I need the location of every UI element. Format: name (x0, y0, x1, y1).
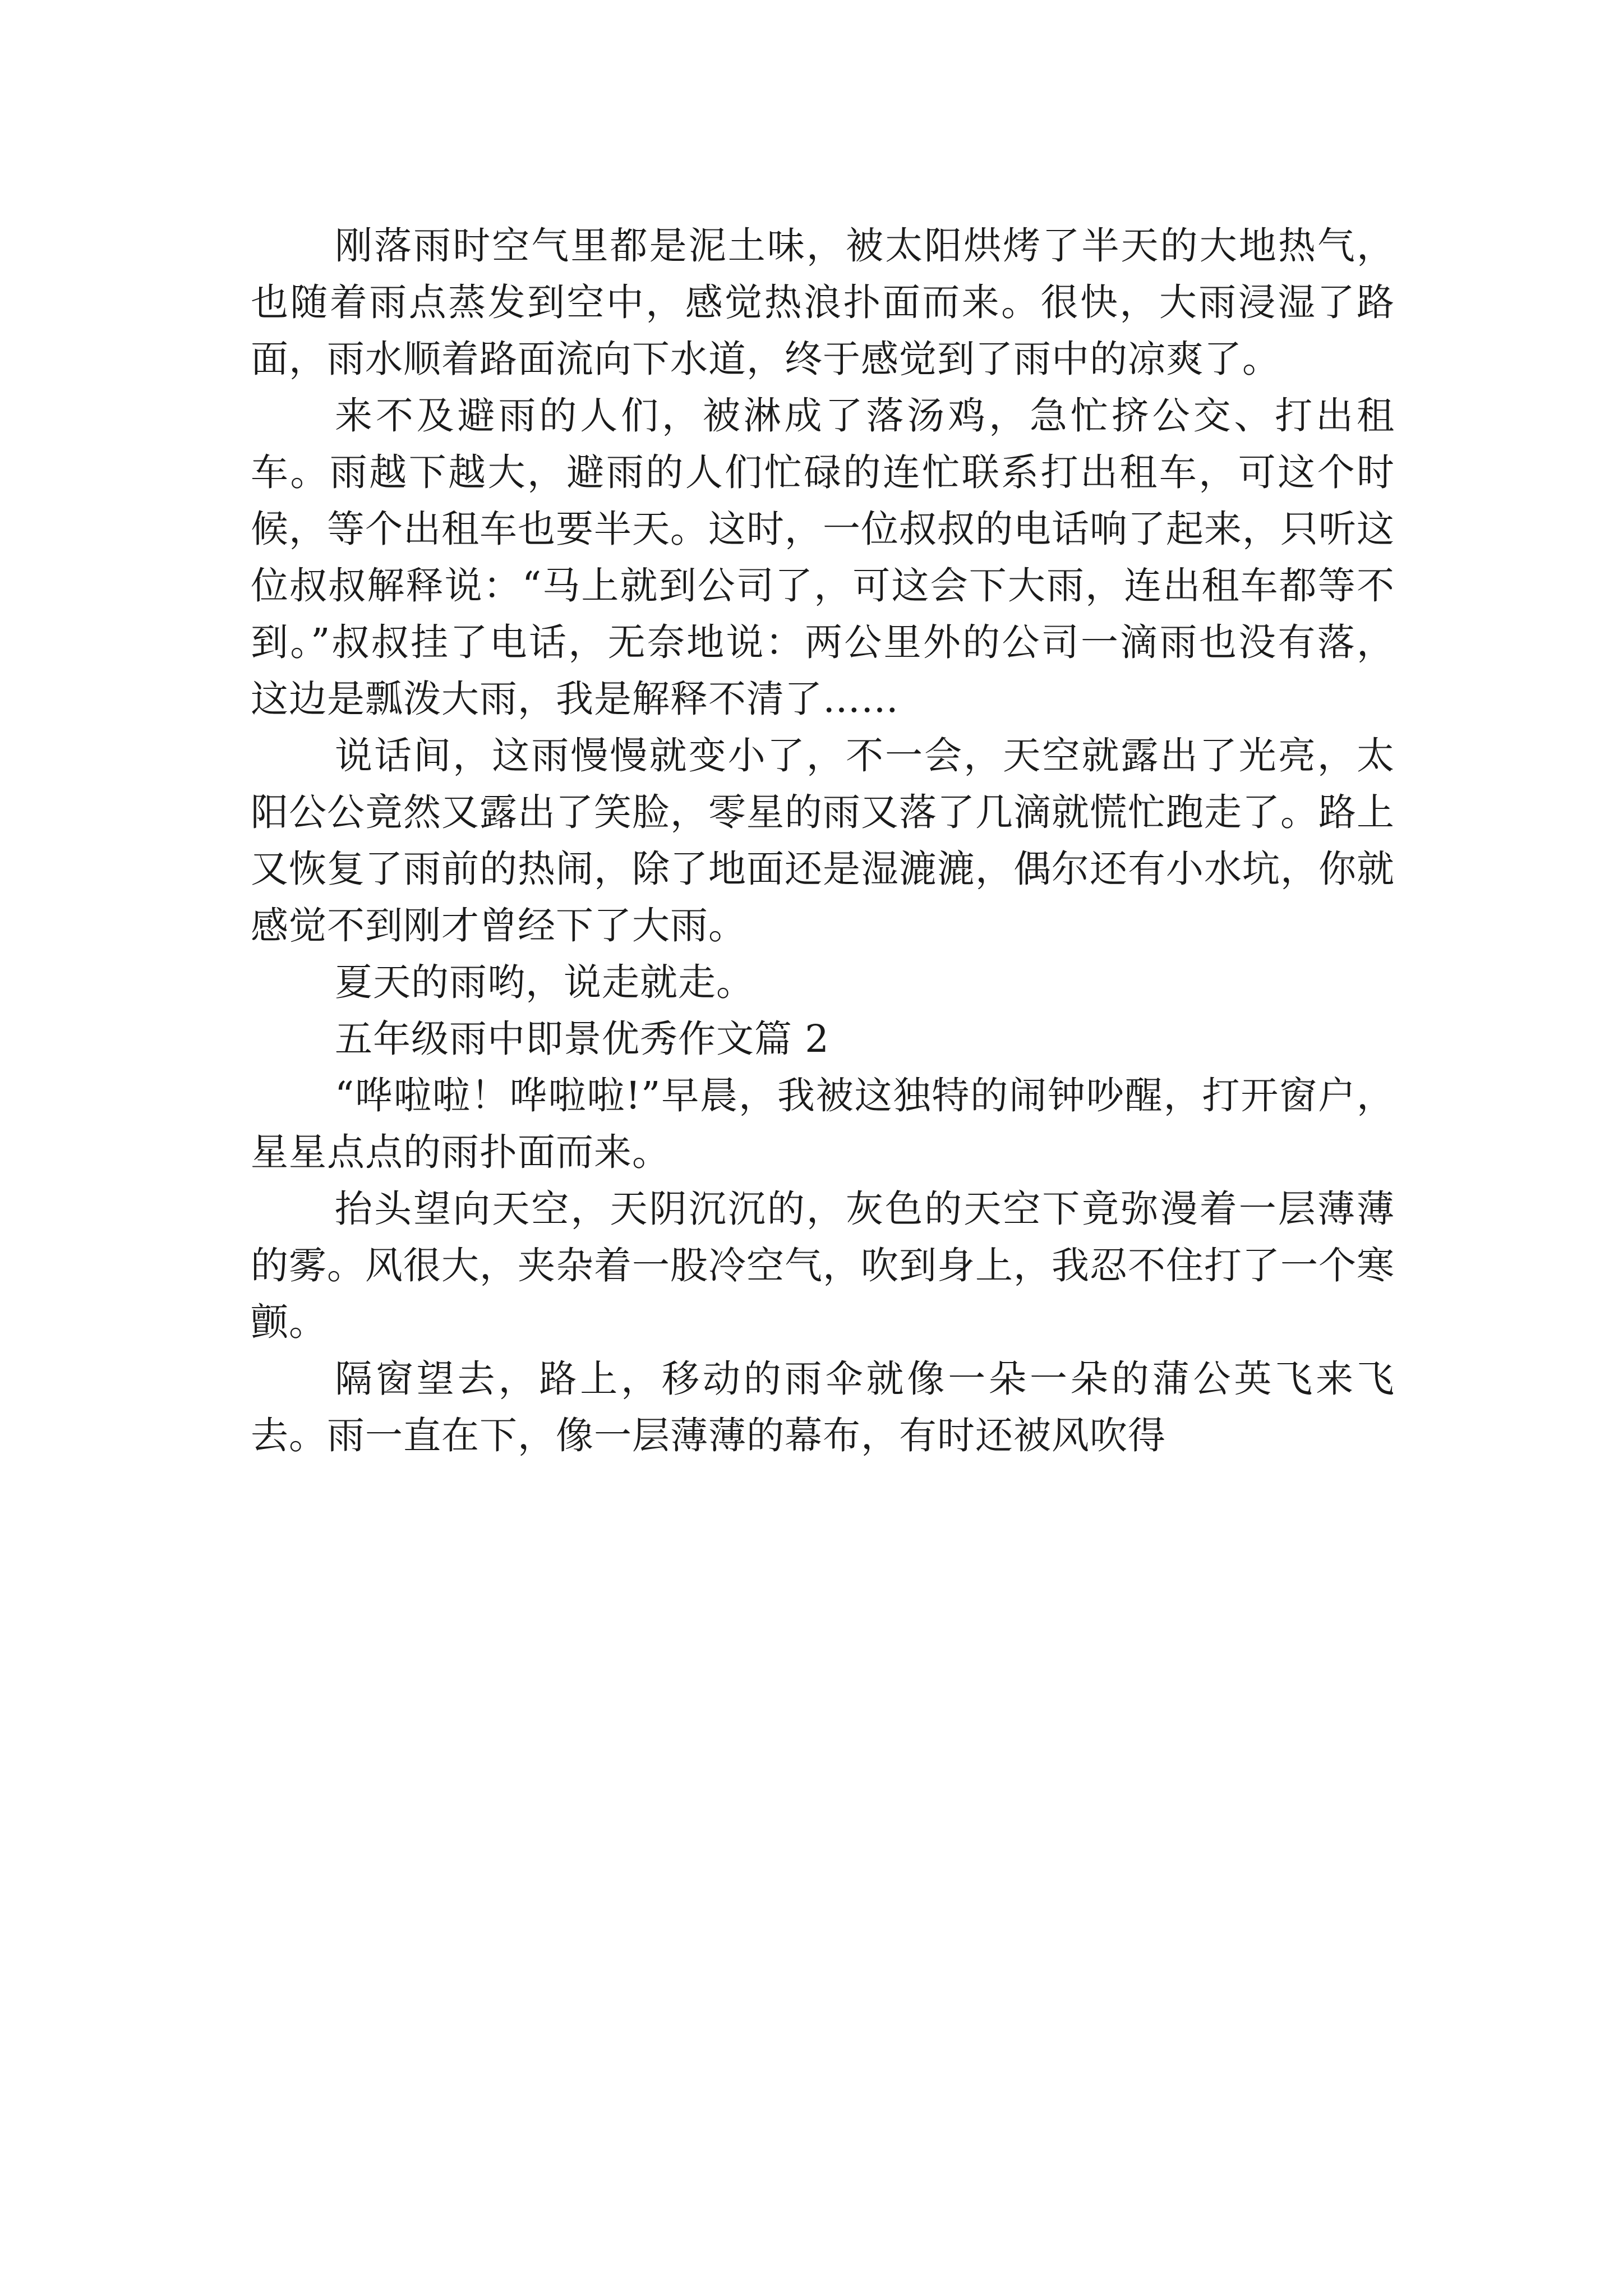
document-body (251, 218, 1395, 1464)
paragraph: 抬头望向天空，天阴沉沉的，灰色的天空下竟弥漫着一层薄薄的雾。风很大，夹杂着一股冷空气，吹到身上，我忍不住打了一个寒颤。 (251, 1187, 1395, 1344)
paragraph: 来不及避雨的人们，被淋成了落汤鸡，急忙挤公交、打出租车。雨越下越大，避雨的人们忙碌的连忙联系打出租车，可这个时候，等个出租车也要半天。这时，一位叔叔的电话响了起来，只听这位叔叔解释说：“马上就到公司了，可这会下大雨，连出租车都等不到。”叔叔挂了电话，无奈地说：两公里外的公司一滴雨也没有落，这边是瓢泼大雨，我是解释不清了…… (251, 394, 1395, 721)
paragraph: 隔窗望去，路上，移动的雨伞就像一朵一朵的蒲公英飞来飞去。雨一直在下，像一层薄薄的幕布，有时还被风吹得 (251, 1357, 1395, 1457)
section-heading: 五年级雨中即景优秀作文篇 2 (335, 1017, 829, 1061)
paragraph: 说话间，这雨慢慢就变小了，不一会，天空就露出了光亮，太阳公公竟然又露出了笑脸，零星的雨又落了几滴就慌忙跑走了。路上又恢复了雨前的热闹，除了地面还是湿漉漉，偶尔还有小水坑，你就感觉不到刚才曾经下了大雨。 (251, 734, 1395, 947)
paragraph: 刚落雨时空气里都是泥土味，被太阳烘烤了半天的大地热气，也随着雨点蒸发到空中，感觉热浪扑面而来。很快，大雨浸湿了路面，雨水顺着路面流向下水道，终于感觉到了雨中的凉爽了。 (251, 224, 1395, 381)
paragraph: “哗啦啦！哗啦啦!”早晨，我被这独特的闹钟吵醒，打开窗户，星星点点的雨扑面而来。 (251, 1074, 1395, 1174)
paragraph: 夏天的雨哟，说走就走。 (335, 960, 754, 1004)
